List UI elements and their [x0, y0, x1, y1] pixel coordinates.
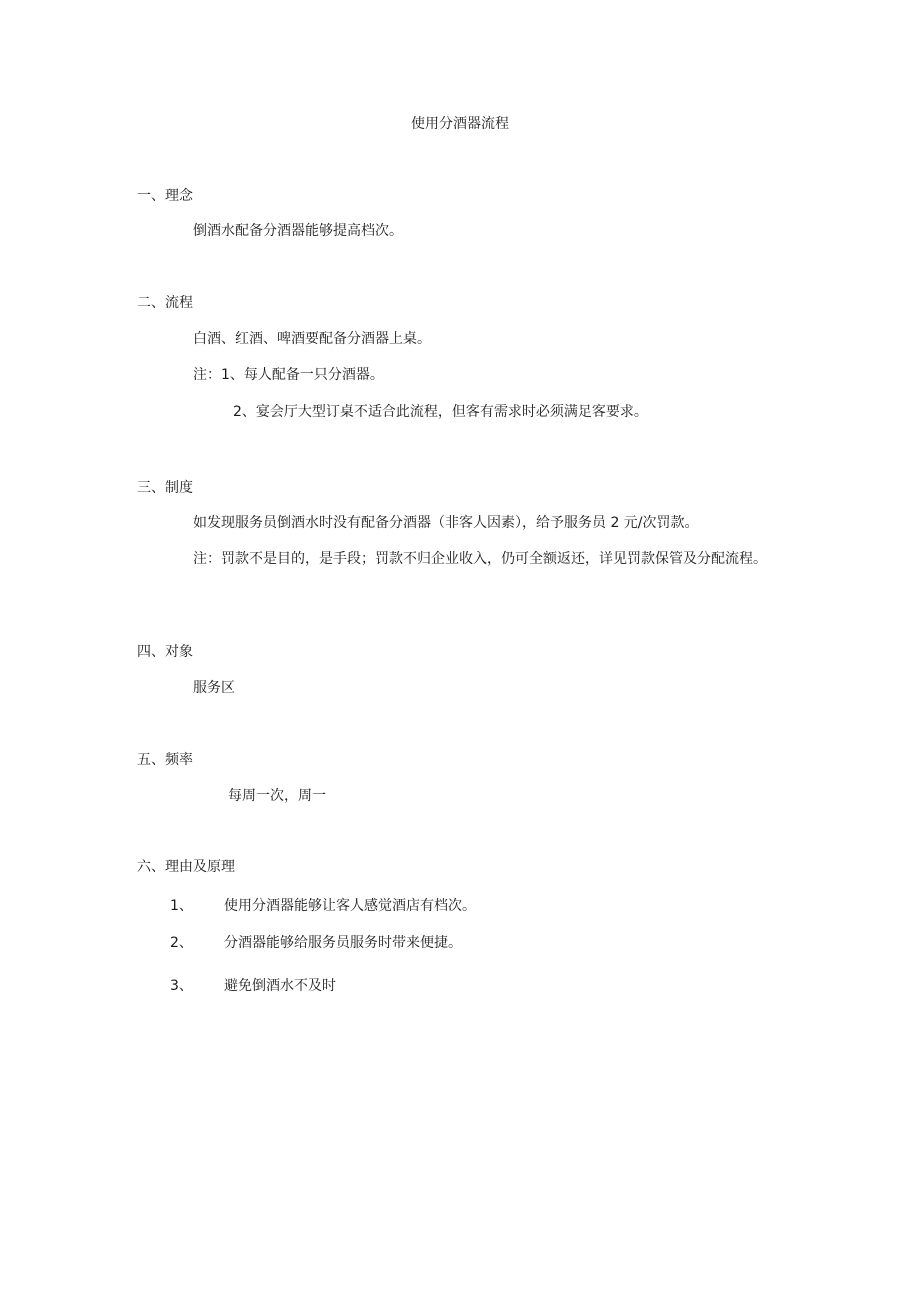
- section-5-line-1: 每周一次，周一: [228, 788, 326, 804]
- section-3-note: 注：罚款不是目的，是手段；罚款不归企业收入，仍可全额返还，详见罚款保管及分配流程。: [193, 551, 767, 567]
- section-4-line-1: 服务区: [193, 680, 235, 696]
- list-item-number: 2、: [170, 935, 193, 951]
- list-item: 分酒器能够给服务员服务时带来便捷。: [224, 935, 462, 951]
- section-1-line-1: 倒酒水配备分酒器能够提高档次。: [193, 223, 403, 239]
- section-2-note-2: 2、宴会厅大型订桌不适合此流程，但客有需求时必须满足客要求。: [233, 404, 648, 420]
- section-2-line-1: 白酒、红酒、啤酒要配备分酒器上桌。: [193, 331, 431, 347]
- list-item: 使用分酒器能够让客人感觉酒店有档次。: [224, 898, 476, 914]
- section-heading-2: 二、流程: [137, 295, 193, 311]
- section-heading-4: 四、对象: [137, 644, 193, 660]
- list-item: 避免倒酒水不及时: [224, 978, 336, 994]
- section-3-line-1: 如发现服务员倒酒水时没有配备分酒器（非客人因素），给予服务员 2 元/次罚款。: [193, 515, 699, 531]
- document-title: 使用分酒器流程: [411, 116, 509, 132]
- list-item-number: 3、: [170, 978, 193, 994]
- section-heading-1: 一、理念: [137, 188, 193, 204]
- section-heading-6: 六、理由及原理: [137, 859, 235, 875]
- section-heading-3: 三、制度: [137, 480, 193, 496]
- list-item-number: 1、: [170, 898, 193, 914]
- section-heading-5: 五、频率: [137, 752, 193, 768]
- section-2-note-1: 注：1、每人配备一只分酒器。: [193, 367, 384, 383]
